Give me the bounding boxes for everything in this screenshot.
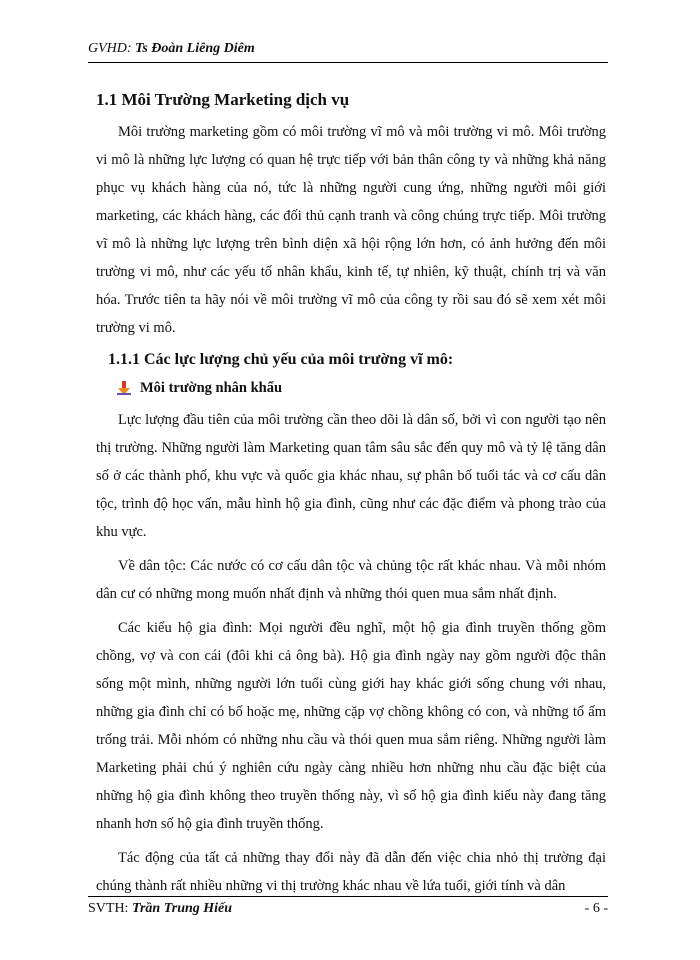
footer-prefix: SVTH:	[88, 901, 132, 916]
bullet-heading	[116, 374, 606, 402]
footer-divider	[88, 896, 608, 897]
header-advisor-name: Ts Đoàn Liêng Diêm	[135, 41, 255, 56]
paragraph-household: Các kiểu hộ gia đình: Mọi người đều nghĩ, một hộ gia đình truyền thống gồm chồng, vợ và con cái (đôi khi cả ông bà). Hộ gia đình ngày nay gồm người độc thân sống một mình, những người lớn tuổi cùng giới hay khác giới sống chung với nhau, những gia đình chỉ có bố hoặc mẹ, những cặp vợ chồng không có con, và những tổ ấm trống trải. Mỗi nhóm có những nhu cầu và thói quen mua sắm riêng. Những người làm Marketing phải chú ý nghiên cứu ngày càng nhiều hơn những nhu cầu đặc biệt của những hộ gia đình không theo truyền thống này, vì số hộ gia đình kiểu này đang tăng nhanh hơn số hộ gia đình truyền thống.	[96, 620, 606, 832]
paragraph-impact: Tác động của tất cả những thay đổi này đã dẫn đến việc chia nhỏ thị trường đại chúng thành rất nhiều những vi thị trường khác nhau về lứa tuổi, giới tính và dân	[96, 850, 606, 894]
header-divider	[88, 62, 608, 63]
section-title: 1.1 Môi Trường Marketing dịch vụ	[96, 90, 350, 109]
paragraph-population: Lực lượng đầu tiên của môi trường cần theo dõi là dân số, bởi vì con người tạo nên thị trường. Những người làm Marketing quan tâm sâu sắc đến quy mô và tỷ lệ tăng dân số ở các thành phố, khu vực và quốc gia khác nhau, sự phân bố tuổi tác và cơ cấu dân tộc, trình độ học vấn, mẫu hình hộ gia đình, cũng như các đặc điểm và phong trào của khu vực.	[96, 412, 606, 540]
page-number: - 6 -	[584, 901, 608, 916]
page-footer	[88, 900, 608, 918]
page-body	[96, 86, 606, 900]
arrow-bullet-icon	[116, 380, 132, 396]
page-header	[88, 40, 608, 58]
subsection-title: 1.1.1 Các lực lượng chủ yếu của môi trường vĩ mô:	[108, 351, 454, 368]
intro-paragraph: Môi trường marketing gồm có môi trường vĩ mô và môi trường vi mô. Môi trường vi mô là những lực lượng có quan hệ trực tiếp với bản thân công ty và những khả năng phục vụ khách hàng của nó, tức là những người cung ứng, những người môi giới marketing, các khách hàng, các đối thủ cạnh tranh và công chúng trực tiếp. Môi trường vĩ mô là những lực lượng trên bình diện xã hội rộng lớn hơn, có ảnh hưởng đến môi trường vi mô, như các yếu tố nhân khẩu, kinh tế, tự nhiên, kỹ thuật, chính trị và văn hóa. Trước tiên ta hãy nói về môi trường vĩ mô của công ty rồi sau đó sẽ xem xét môi trường vi mô.	[96, 124, 606, 336]
bullet-label: Môi trường nhân khẩu	[140, 380, 283, 396]
header-prefix: GVHD:	[88, 41, 136, 56]
paragraph-ethnicity: Về dân tộc: Các nước có cơ cấu dân tộc và chủng tộc rất khác nhau. Và mỗi nhóm dân cư có những mong muốn nhất định và những thói quen mua sắm nhất định.	[96, 558, 606, 602]
footer-student-name: Trần Trung Hiếu	[131, 901, 233, 916]
footer-student	[88, 900, 232, 918]
